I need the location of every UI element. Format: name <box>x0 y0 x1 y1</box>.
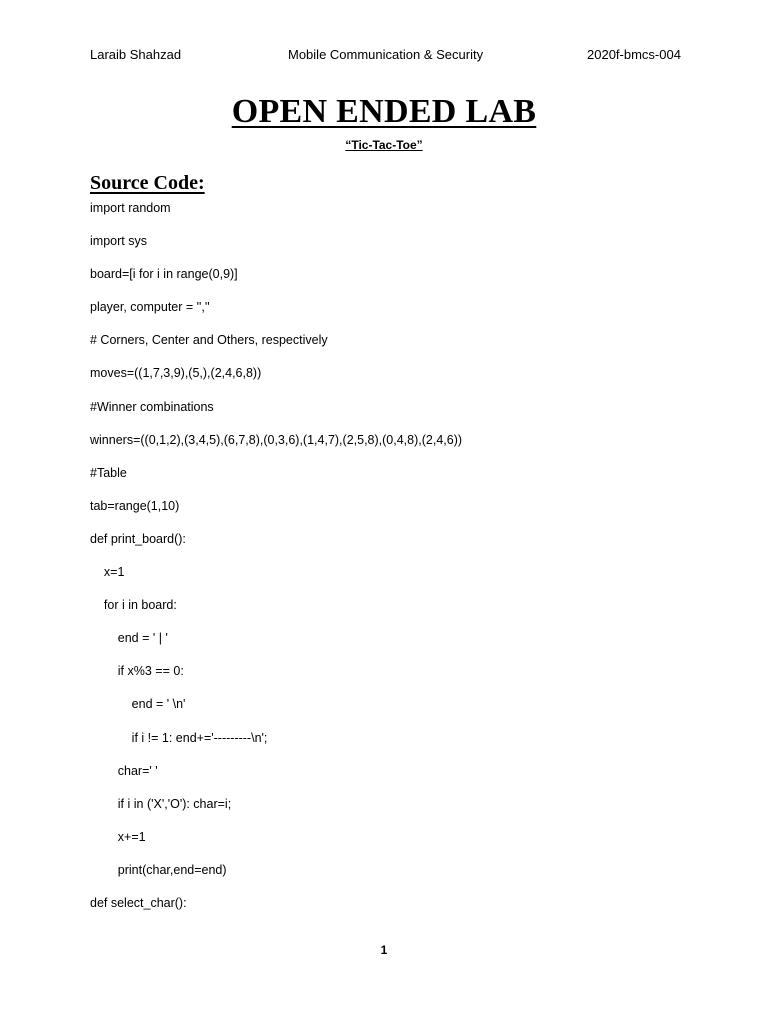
code-line: x+=1 <box>90 829 146 844</box>
code-line: end = ' \n' <box>90 697 186 712</box>
section-heading-source-code: Source Code: <box>90 172 205 194</box>
code-line: if x%3 == 0: <box>90 664 184 679</box>
code-line: import sys <box>90 234 147 249</box>
code-line: def select_char(): <box>90 895 187 910</box>
header-roll-number: 2020f-bmcs-004 <box>587 47 681 62</box>
code-line: winners=((0,1,2),(3,4,5),(6,7,8),(0,3,6),(1,4,7),(2,5,8),(0,4,8),(2,4,6)) <box>90 432 463 447</box>
code-line: player, computer = '','' <box>90 300 210 315</box>
code-line: def print_board(): <box>90 531 186 546</box>
page-title: OPEN ENDED LAB <box>231 93 537 130</box>
code-line: if i != 1: end+='---------\n'; <box>90 730 268 745</box>
code-line: board=[i for i in range(0,9)] <box>90 267 238 282</box>
header-course: Mobile Communication & Security <box>288 47 484 62</box>
code-line: if i in ('X','O'): char=i; <box>90 796 232 811</box>
code-line: # Corners, Center and Others, respectively <box>90 333 328 348</box>
code-line: #Table <box>90 465 127 480</box>
code-line: for i in board: <box>90 598 177 613</box>
page-subtitle: “Tic-Tac-Toe” <box>345 138 423 152</box>
page-number: 1 <box>380 943 388 957</box>
code-line: print(char,end=end) <box>90 862 227 877</box>
code-line: end = ' | ' <box>90 631 168 646</box>
code-line: moves=((1,7,3,9),(5,),(2,4,6,8)) <box>90 366 262 381</box>
code-line: char=' ' <box>90 763 158 778</box>
header-author: Laraib Shahzad <box>90 47 182 62</box>
source-code-block <box>90 199 462 927</box>
code-line: tab=range(1,10) <box>90 498 180 513</box>
code-line: x=1 <box>90 565 125 580</box>
code-line: import random <box>90 201 171 215</box>
code-line: #Winner combinations <box>90 399 214 414</box>
